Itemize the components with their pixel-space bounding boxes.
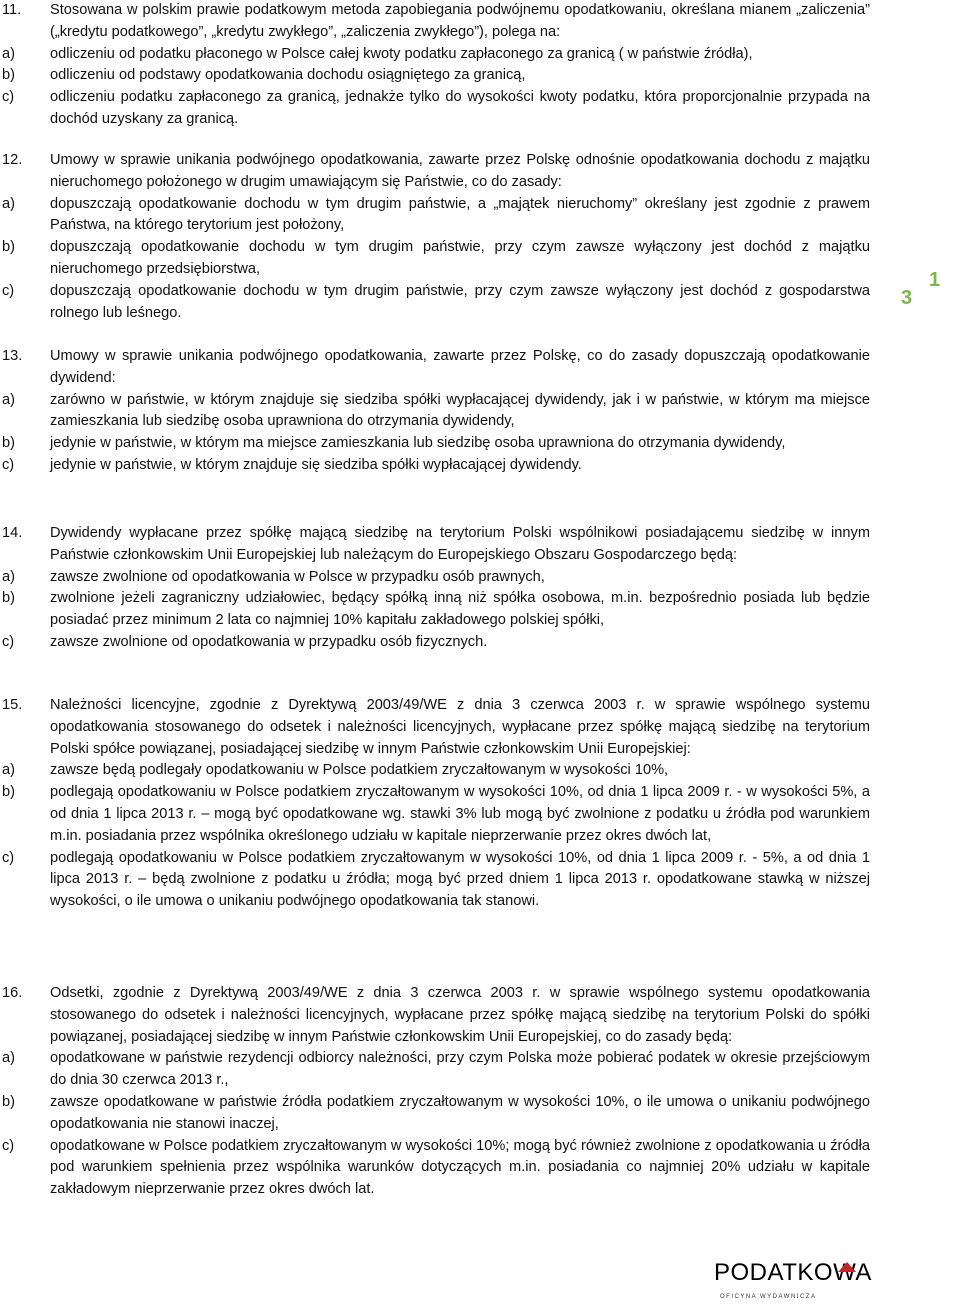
answer-option-b	[0, 433, 870, 455]
question-13	[0, 346, 870, 477]
answer-option-c	[0, 848, 870, 913]
option-text: opodatkowane w Polsce podatkiem zryczałtowanym w wysokości 10%; mogą być również zwolnione z opodatkowania u źródła pod warunkiem spełnienia przez wspólnika warunków dotyczących m.in. posiadania co najmniej 20% udziału w kapitale zakładowym nieprzerwanie przez okres dwóch lat.	[50, 1137, 870, 1198]
option-label: a)	[2, 391, 15, 408]
answer-option-b	[0, 588, 870, 632]
option-text: zwolnione jeżeli zagraniczny udziałowiec, będący spółką inną niż spółka osobowa, m.in. bezpośrednio posiada lub będzie posiadać przez minimum 2 lata co najmniej 10% kapitału zakładowego polskiej spółki,	[50, 590, 870, 629]
question-text: Odsetki, zgodnie z Dyrektywą 2003/49/WE z dnia 3 czerwca 2003 r. w sprawie wspólnego systemu opodatkowania stosowanego do odsetek i należności licencyjnych, wypłacane przez spółkę mającą siedzibę na terytorium Polski do spółki powiązanej, posiadającej siedzibę w innym Państwie członkowskim Unii Europejskiej, co do zasady będą:	[50, 985, 870, 1045]
question-text: Stosowana w polskim prawie podatkowym metoda zapobiegania podwójnemu opodatkowaniu, określana mianem „zaliczenia” („kredytu podatkowego”, „kredytu zwykłego”, „zaliczenia zwykłego”), polega na:	[50, 2, 870, 40]
question-text: Umowy w sprawie unikania podwójnego opodatkowania, zawarte przez Polskę odnośnie opodatkowania dochodu z majątku nieruchomego położonego w drugim umawiającym się Państwie, co do zasady:	[50, 152, 870, 190]
question-stem	[0, 346, 870, 390]
answer-option-a	[0, 1048, 870, 1092]
option-label: b)	[2, 1093, 15, 1110]
question-number: 13.	[2, 348, 23, 364]
logo-subtitle: OFICYNA WYDAWNICZA	[720, 1294, 817, 1300]
answer-option-b	[0, 782, 870, 847]
question-16	[0, 983, 870, 1201]
question-15	[0, 695, 870, 913]
option-label: c)	[2, 1137, 15, 1154]
option-label: a)	[2, 45, 15, 62]
question-stem	[0, 695, 870, 760]
answer-option-c	[0, 281, 870, 325]
answer-option-a	[0, 567, 870, 589]
option-label: c)	[2, 282, 15, 299]
option-label: b)	[2, 784, 15, 801]
answer-option-c	[0, 455, 870, 477]
option-text: podlegają opodatkowaniu w Polsce podatkiem zryczałtowanym w wysokości 10%, od dnia 1 lipca 2009 r. - 5%, a od dnia 1 lipca 2013 r. – będą zwolnione z podatku u źródła; mogą być przed dniem 1 lipca 2013 r. opodatkowane stawką w niższej wysokości, o ile umowa o unikaniu podwójnego opodatkowania tak stanowi.	[50, 849, 870, 910]
question-number: 15.	[2, 697, 23, 713]
page-number-mark	[893, 262, 953, 312]
option-text: odliczeniu od podatku płaconego w Polsce całej kwoty podatku zapłaconego za granicą ( w państwie źródła),	[50, 45, 753, 62]
question-number: 16.	[2, 985, 23, 1001]
option-label: b)	[2, 239, 15, 256]
option-label: b)	[2, 435, 15, 452]
option-label: a)	[2, 1050, 15, 1067]
option-text: zarówno w państwie, w którym znajduje się siedziba spółki wypłacającej dywidendy, jak i w państwie, w którym ma miejsce zamieszkania lub siedzibę osoba uprawniona do otrzymania dywidendy,	[50, 391, 870, 430]
answer-option-c	[0, 87, 870, 131]
option-label: b)	[2, 590, 15, 607]
answer-option-a	[0, 760, 870, 782]
answer-option-a	[0, 194, 870, 238]
option-label: c)	[2, 456, 15, 473]
option-text: odliczeniu od podstawy opodatkowania dochodu osiągniętego za granicą,	[50, 67, 526, 84]
answer-option-b	[0, 237, 870, 281]
answer-option-a	[0, 390, 870, 434]
option-text: jedynie w państwie, w którym znajduje się siedziba spółki wypłacającej dywidendy.	[50, 456, 582, 473]
question-stem	[0, 523, 870, 567]
option-label: c)	[2, 89, 15, 106]
option-text: zawsze zwolnione od opodatkowania w przypadku osób fizycznych.	[50, 633, 488, 650]
option-text: podlegają opodatkowaniu w Polsce podatkiem zryczałtowanym w wysokości 10%, od dnia 1 lipca 2009 r. - w wysokości 5%, a od dnia 1 lipca 2013 r. – mogą być opodatkowane wg. stawki 3% lub mogą być zwolnione z podatku u źródła pod warunkiem m.in. posiadania przez wspólnika określonego udziału w kapitale nieprzerwanie przez okres dwóch lat,	[50, 784, 870, 844]
option-label: c)	[2, 633, 15, 650]
option-text: dopuszczają opodatkowanie dochodu w tym drugim państwie, przy czym zawsze wyłączony jest dochód z majątku nieruchomego przedsiębiorstwa,	[50, 239, 870, 277]
answer-option-c	[0, 632, 870, 654]
answer-option-c	[0, 1136, 870, 1201]
option-text: odliczeniu podatku zapłaconego za granicą, jednakże tylko do wysokości kwoty podatku, która proporcjonalnie przypada na dochód uzyskany za granicą.	[50, 89, 870, 127]
option-label: a)	[2, 568, 15, 585]
option-label: a)	[2, 195, 15, 212]
option-text: zawsze zwolnione od opodatkowania w Polsce w przypadku osób prawnych,	[50, 568, 545, 585]
option-label: a)	[2, 762, 15, 779]
question-stem	[0, 983, 870, 1048]
logo-accent-icon	[838, 1262, 856, 1272]
option-label: b)	[2, 67, 15, 84]
question-text: Należności licencyjne, zgodnie z Dyrektywą 2003/49/WE z dnia 3 czerwca 2003 r. w sprawie wspólnego systemu opodatkowania stosowanego do odsetek i należności licencyjnych, wypłacane przez spółkę mającą siedzibę na terytorium Polski spółce powiązanej, posiadającej siedzibę w innym Państwie członkowskim Unii Europejskiej:	[50, 697, 870, 757]
option-text: zawsze opodatkowane w państwie źródła podatkiem zryczałtowanym w wysokości 10%, o ile umowa o unikaniu podwójnego opodatkowania nie stanowi inaczej,	[50, 1093, 870, 1132]
option-text: jedynie w państwie, w którym ma miejsce zamieszkania lub siedzibę osoba uprawniona do otrzymania dywidendy,	[50, 435, 786, 452]
option-text: zawsze będą podlegały opodatkowaniu w Polsce podatkiem zryczałtowanym w wysokości 10%,	[50, 762, 669, 779]
answer-option-a	[0, 44, 870, 66]
page-digit: 3	[901, 287, 913, 309]
option-label: c)	[2, 849, 15, 866]
question-number: 14.	[2, 525, 23, 541]
question-11	[0, 0, 870, 131]
question-stem	[0, 150, 870, 194]
page-digit: 1	[929, 269, 941, 291]
option-text: opodatkowane w państwie rezydencji odbiorcy należności, przy czym Polska może pobierać podatek w okresie przejściowym do dnia 30 czerwca 2013 r.,	[50, 1050, 870, 1089]
question-text: Umowy w sprawie unikania podwójnego opodatkowania, zawarte przez Polskę, co do zasady dopuszczają opodatkowanie dywidend:	[50, 348, 870, 386]
option-text: dopuszczają opodatkowanie dochodu w tym drugim państwie, przy czym zawsze wyłączony jest dochód z gospodarstwa rolnego lub leśnego.	[50, 282, 870, 321]
option-text: dopuszczają opodatkowanie dochodu w tym drugim państwie, a „majątek nieruchomy” określany jest zgodnie z prawem Państwa, na którego terytorium jest położony,	[50, 195, 870, 234]
publisher-logo	[714, 1259, 872, 1300]
answer-option-b	[0, 1092, 870, 1136]
question-text: Dywidendy wypłacane przez spółkę mającą siedzibę na terytorium Polski wspólnikowi posiadającemu siedzibę w innym Państwie członkowskim Unii Europejskiej lub należącym do Europejskiego Obszaru Gospodarczego będą:	[50, 525, 870, 563]
answer-option-b	[0, 65, 870, 87]
question-12	[0, 150, 870, 324]
question-number: 12.	[2, 152, 23, 168]
question-14	[0, 523, 870, 654]
logo-name: PODATKOWA	[714, 1259, 872, 1286]
question-stem	[0, 0, 870, 44]
question-number: 11.	[2, 2, 22, 18]
